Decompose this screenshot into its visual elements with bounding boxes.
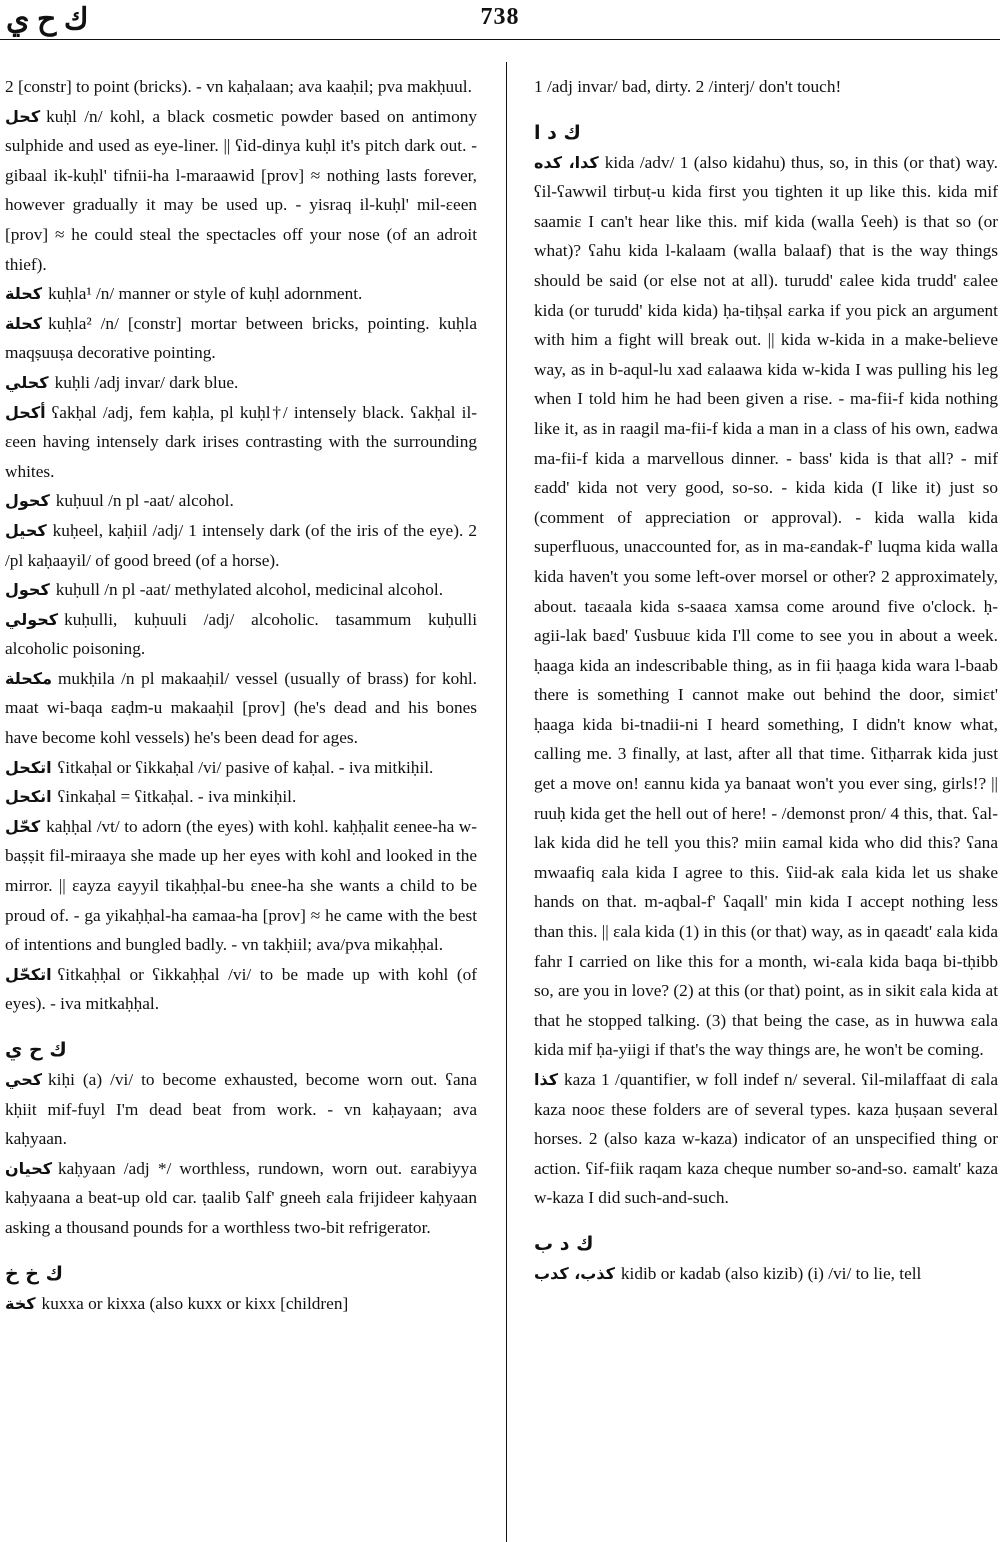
entry-arabic-headword: كدا، كده [534, 152, 599, 172]
entry-text: 1 /adj invar/ bad, dirty. 2 /interj/ don't touch! [534, 77, 842, 96]
entry-arabic-headword: أكحل [5, 402, 46, 422]
dictionary-entry [5, 279, 477, 309]
entry-text: 2 [constr] to point (bricks). - vn kaḥalaan; ava kaaḥil; pva makḥuul. [5, 77, 472, 96]
right-column [534, 72, 998, 1289]
root-heading: ك د ب [534, 1232, 594, 1255]
entry-arabic-headword: كحيل [5, 520, 47, 540]
dictionary-entry [5, 368, 477, 398]
entry-arabic-headword: كحيان [5, 1158, 53, 1178]
entry-text: kaza 1 /quantifier, w foll indef n/ several. ʕil-milaffaat di ɛala kaza nooɛ these folders are of several types. kaza ḥuṣaan several horses. 2 (also kaza w-kaza) indicator of an unspecified thing or action. ʕif-fiik raqam kaza cheque number so-and-so. ɛamalt' kaza w-kaza I did such-and-such. [534, 1070, 998, 1208]
dictionary-entry [5, 1065, 477, 1154]
entry-arabic-headword: كحلة [5, 313, 43, 333]
entry-text: kaḥḥal /vt/ to adorn (the eyes) with kohl. kaḥḥalit ɛenee-ha w-baṣṣit fil-miraaya she made up her eyes with kohl and looked in the mirror. || ɛayza ɛayyil tikaḥḥal-bu ɛnee-ha she wants a child to be proud of. - ga yikaḥḥal-ha ɛamaa-ha [prov] ≈ he came with the best of intentions and bungled badly. - vn takḥiil; ava/pva mikaḥḥal. [5, 816, 477, 955]
entry-text: kuḥl /n/ kohl, a black cosmetic powder based on antimony sulphide and used as eye-liner. || ʕid-dinya kuḥl it's pitch dark out. - gibaal ik-kuḥl' tifnii-ha l-maraawid [prov] ≈ nothing lasts forever, however gradually it may be used up. - yisraq il-kuḥl' mil-ɛeen [prov] ≈ he could steal the spectacles off your nose (of an adroit thief). [5, 106, 477, 274]
entry-text: ʕinkaḥal = ʕitkaḥal. - iva minkiḥil. [57, 787, 297, 807]
entry-text: kida /adv/ 1 (also kidahu) thus, so, in this (or that) way. ʕil-ʕawwil tirbuṭ-u kida first you tighten it up like this. kida mif saamiɛ I can't hear like this. mif kida (walla ʕeeh) is that so (or what)? ʕahu kida l-kalaam (walla balaaf) that is the way things should be said (or else not at all). turudd' ɛalee kida trudd' ɛalee kida (or turudd' kida kida) ḥa-tiḥṣal ɛarka if you pick an argument with him a fight will break out. || kida w-kida in a make-believe way, as in b-aqul-lu xad ɛalaawa kida w-kida I was pulling his leg when I told him he had been given a rise. - ma-fii-f kida nothing like it, as in raagil ma-fii-f kida a man in a class of his own, ɛadwa ma-fii-f kida a marvellous dinner. - bass' kida is that all? - mif ɛadd' kida not very good, so-so. - kida kida (I like it) just so (comment of appreciation or approval). - kida walla kida superfluous, unaccounted for, as in ma-ɛandak-f' luqma kida walla kida haven't you some left-over morsel or other? 2 approximately, about. taɛaala kida s-saaɛa xamsa come around five o'clock. ḥ-agii-lak baɛd' ʕusbuuɛ kida I'll come to see you in about a week. ḥaaga kida an indescribable thing, as in fii ḥaaga kida wara l-baab there is something I cannot make out behind the door, simiɛt' ḥaaga kida bi-tnadii-ni I heard something, I didn't know what, calling me. 3 finally, at last, after all that time. ʕitḥarrak kida just get a move on! ɛannu kida ya banaat won't you ever sing, girls!? || ruuḥ kida get the hell out of here! - /demonst pron/ 4 this, that. ʕal-lak kida did he tell you this? miin ɛamal kida who did this? ʕana mwaafiq ɛala kida I agree to this. ʕiid-ak ɛala kida let us shake hands on that. m-aqbal-f' ʕaqall' min kida I accept nothing less than this. || ɛala kida (1) in this (or that) way, as in qaɛadt' ɛala kida fahr I carried on like this for a month, wi-ɛala kida baqa bi-tḥibb so, are you in love? (2) at this (or that) point, as in sikit ɛala kida at that he stopped talking. (3) that being the case, as in huwwa ɛala kida mif ḥa-yiigi if that's the way things are, he won't be coming. [534, 152, 999, 1060]
entry-text: kidib or kadab (also kizib) (i) /vi/ to lie, tell [620, 1263, 922, 1283]
entry-text: kuḥla¹ /n/ manner or style of kuḥl adornment. [48, 284, 363, 304]
column-divider [506, 62, 507, 1542]
root-heading: ك د ا [534, 121, 581, 144]
entry-arabic-headword: كحلي [5, 372, 49, 392]
entry-text: kaḥyaan /adj */ worthless, rundown, worn out. ɛarabiyya kaḥyaana a beat-up old car. ṭaalib ʕalf' gneeh ɛala frijideer kaḥyaan asking a thousand pounds for a worthless two-bit refrigerator. [5, 1158, 477, 1237]
root-heading: ك ح ي [5, 1039, 67, 1061]
dictionary-entry [5, 1289, 477, 1319]
entry-text: kuḥuul /n pl -aat/ alcohol. [55, 491, 234, 511]
dictionary-entry [5, 398, 477, 487]
dictionary-entry [534, 148, 998, 1065]
entry-arabic-headword: اتكحّل [5, 964, 52, 984]
dictionary-entry [5, 782, 477, 812]
entry-text: ʕitkaḥal or ʕikkaḥal /vi/ pasive of kaḥal. - iva mitkiḥil. [57, 757, 434, 777]
dictionary-entry [534, 72, 998, 102]
dictionary-entry [5, 575, 477, 605]
root-heading: ك خ خ [5, 1262, 64, 1285]
dictionary-entry [5, 72, 477, 102]
entry-arabic-headword: انكحل [5, 787, 52, 807]
entry-text: kiḥi (a) /vi/ to become exhausted, become worn out. ʕana kḥiit mif-fuyl I'm dead beat from work. - vn kaḥayaan; ava kaḥyaan. [5, 1070, 477, 1149]
entry-arabic-headword: كذا [534, 1070, 559, 1089]
entry-arabic-headword: كحل [5, 106, 41, 126]
entry-text: kuḥla² /n/ [constr] mortar between bricks, pointing. kuḥla maqṣuuṣa decorative pointing. [5, 313, 477, 363]
dictionary-entry [5, 605, 477, 664]
entry-arabic-headword: كخة [5, 1293, 36, 1313]
entry-text: mukḥila /n pl makaaḥil/ vessel (usually of brass) for kohl. maat wi-baqa ɛaḍm-u makaaḥil [prov] (he's dead and his bones have become kohl vessels) he's been dead for ages. [5, 668, 477, 748]
dictionary-entry [5, 753, 477, 783]
entry-arabic-headword: كحي [5, 1070, 43, 1089]
entry-arabic-headword: كحول [5, 580, 50, 600]
entry-arabic-headword: كحول [5, 491, 50, 511]
entry-arabic-headword: مكحلة [5, 668, 52, 688]
entry-arabic-headword: كذب، كدب [534, 1263, 615, 1283]
dictionary-entry [5, 486, 477, 516]
entry-arabic-headword: كحولي [5, 609, 59, 629]
dictionary-entry [5, 960, 477, 1019]
dictionary-entry [5, 516, 477, 575]
dictionary-entry [534, 1065, 998, 1213]
entry-text: kuḥeel, kaḥiil /adj/ 1 intensely dark (of the iris of the eye). 2 /pl kaḥaayil/ of good breed (of a horse). [5, 520, 477, 570]
page-header [0, 0, 1000, 40]
header-rule [0, 39, 1000, 40]
page-number: 738 [480, 4, 520, 30]
entry-arabic-headword: اتكحل [5, 757, 52, 777]
dictionary-entry [5, 812, 477, 960]
left-column [5, 72, 477, 1318]
entry-text: kuḥulli, kuḥuuli /adj/ alcoholic. tasammum kuḥulli alcoholic poisoning. [5, 609, 477, 659]
dictionary-entry [5, 102, 477, 280]
entry-arabic-headword: كحّل [5, 816, 41, 836]
entry-text: ʕitkaḥḥal or ʕikkaḥḥal /vi/ to be made up with kohl (of eyes). - iva mitkaḥḥal. [5, 964, 477, 1014]
entry-text: kuḥli /adj invar/ dark blue. [54, 372, 239, 392]
entry-text: kuḥull /n pl -aat/ methylated alcohol, medicinal alcohol. [55, 580, 444, 600]
entry-text: ʕakḥal /adj, fem kaḥla, pl kuḥl†/ intensely black. ʕakḥal il-ɛeen having intensely dark irises contrasting with the surrounding whites. [5, 402, 477, 481]
entry-text: kuxxa or kixxa (also kuxx or kixx [children] [41, 1293, 349, 1313]
dictionary-entry [534, 1259, 998, 1289]
dictionary-entry [5, 664, 477, 753]
dictionary-entry [5, 1154, 477, 1243]
entry-arabic-headword: كحلة [5, 284, 43, 304]
header-root-letters: ك ح ي [6, 3, 89, 36]
dictionary-entry [5, 309, 477, 368]
